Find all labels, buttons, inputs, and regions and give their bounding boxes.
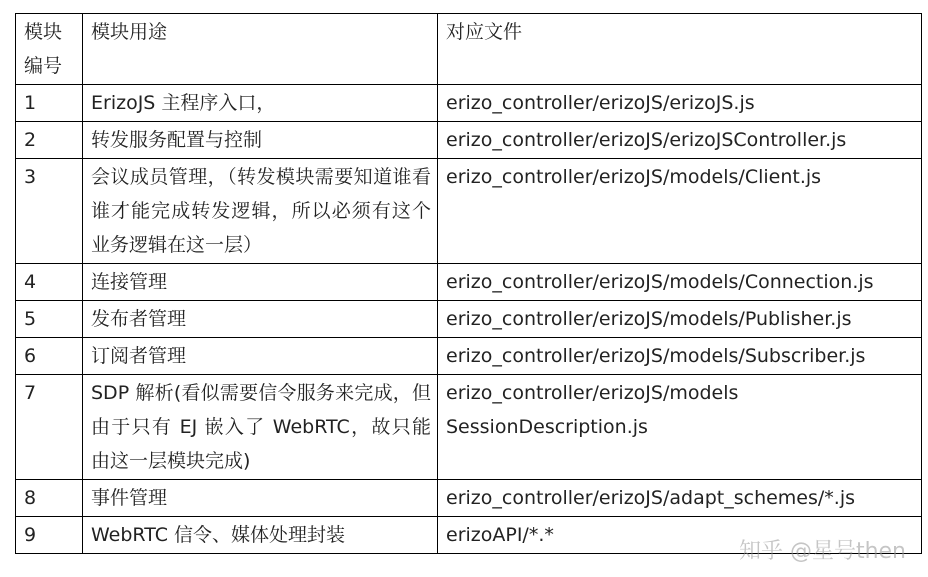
row-purpose: ErizoJS 主程序入口， bbox=[83, 85, 438, 122]
module-table bbox=[15, 13, 922, 554]
table-row bbox=[16, 375, 922, 480]
table-row bbox=[16, 264, 922, 301]
table-row bbox=[16, 301, 922, 338]
row-purpose: 订阅者管理 bbox=[83, 338, 438, 375]
row-purpose: 会议成员管理，（转发模块需要知道谁看谁才能完成转发逻辑，所以必须有这个业务逻辑在这一层） bbox=[83, 159, 438, 264]
row-purpose: WebRTC 信令、媒体处理封装 bbox=[83, 517, 438, 554]
table-row bbox=[16, 122, 922, 159]
row-id: 9 bbox=[16, 517, 83, 554]
row-file: erizo_controller/erizoJS/erizoJSController.js bbox=[438, 122, 922, 159]
row-file: erizo_controller/erizoJS/models SessionDescription.js bbox=[438, 375, 922, 480]
row-file: erizoAPI/*.* bbox=[438, 517, 922, 554]
row-id: 6 bbox=[16, 338, 83, 375]
row-purpose: SDP 解析(看似需要信令服务来完成，但由于只有 EJ 嵌入了 WebRTC，故只能由这一层模块完成) bbox=[83, 375, 438, 480]
header-module-id: 模块编号 bbox=[16, 14, 83, 85]
row-purpose: 发布者管理 bbox=[83, 301, 438, 338]
row-id: 4 bbox=[16, 264, 83, 301]
table-header-row bbox=[16, 14, 922, 85]
watermark: 知乎 @星号then bbox=[738, 539, 906, 564]
table-row bbox=[16, 159, 922, 264]
row-file: erizo_controller/erizoJS/models/Publisher.js bbox=[438, 301, 922, 338]
row-file: erizo_controller/erizoJS/models/Connection.js bbox=[438, 264, 922, 301]
row-file: erizo_controller/erizoJS/models/Client.js bbox=[438, 159, 922, 264]
row-id: 5 bbox=[16, 301, 83, 338]
row-purpose: 转发服务配置与控制 bbox=[83, 122, 438, 159]
row-id: 1 bbox=[16, 85, 83, 122]
row-purpose: 连接管理 bbox=[83, 264, 438, 301]
table-row bbox=[16, 338, 922, 375]
row-id: 2 bbox=[16, 122, 83, 159]
header-file: 对应文件 bbox=[438, 14, 922, 85]
row-id: 3 bbox=[16, 159, 83, 264]
row-file: erizo_controller/erizoJS/erizoJS.js bbox=[438, 85, 922, 122]
header-module-purpose: 模块用途 bbox=[83, 14, 438, 85]
row-file: erizo_controller/erizoJS/adapt_schemes/*.js bbox=[438, 480, 922, 517]
row-file: erizo_controller/erizoJS/models/Subscriber.js bbox=[438, 338, 922, 375]
table-row bbox=[16, 480, 922, 517]
row-purpose: 事件管理 bbox=[83, 480, 438, 517]
row-id: 7 bbox=[16, 375, 83, 480]
row-id: 8 bbox=[16, 480, 83, 517]
table-row bbox=[16, 85, 922, 122]
